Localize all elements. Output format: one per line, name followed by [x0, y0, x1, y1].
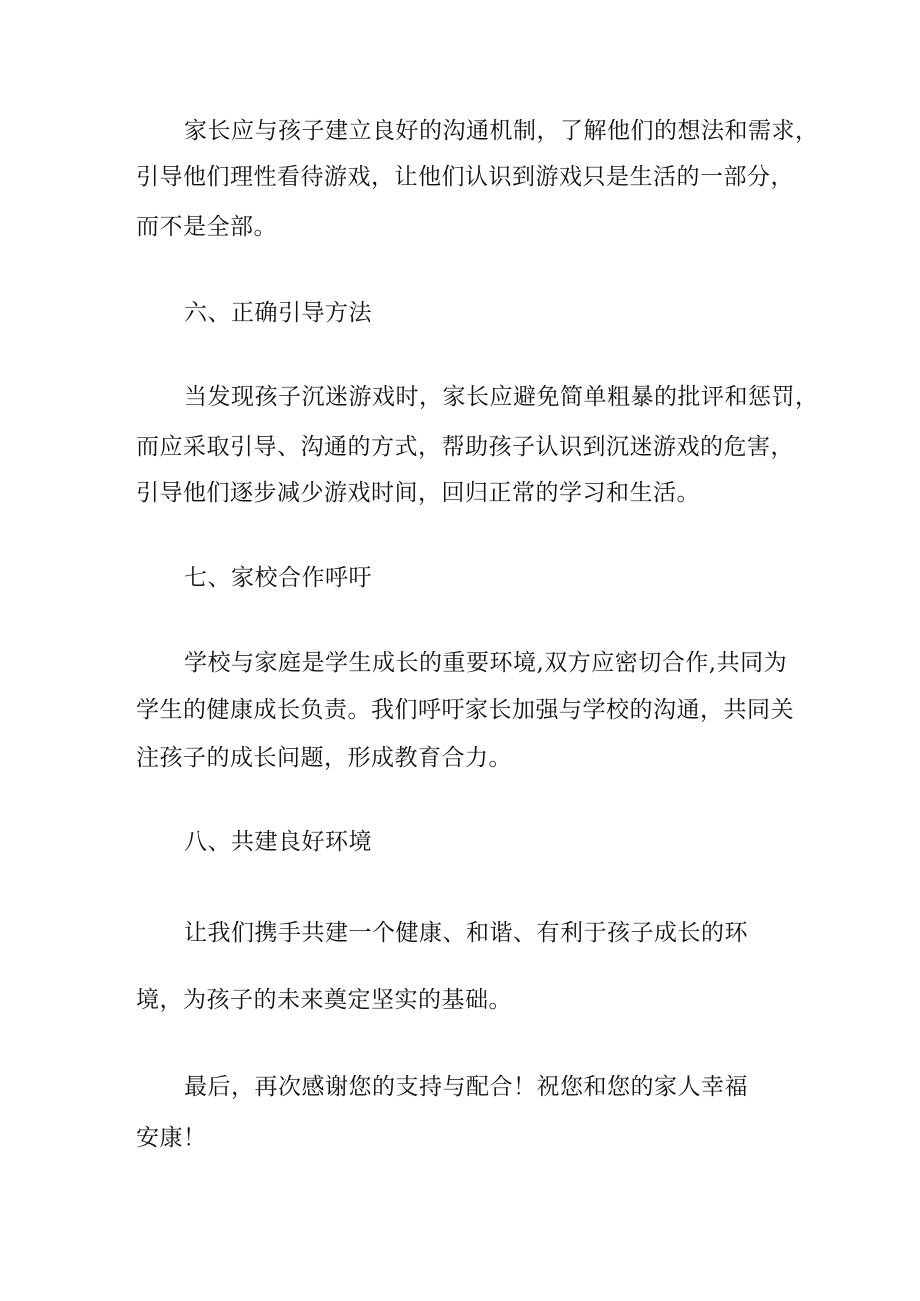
paragraph-2-line-2: 而应采取引导、沟通的方式，帮助孩子认识到沉迷游戏的危害，	[136, 434, 794, 460]
section-heading-7: 七、家校合作呼吁	[184, 565, 372, 591]
paragraph-1-line-3: 而不是全部。	[136, 214, 277, 240]
paragraph-3-line-2: 学生的健康成长负责。我们呼吁家长加强与学校的沟通，共同关	[136, 697, 794, 723]
paragraph-1-line-1: 家长应与孩子建立良好的沟通机制，了解他们的想法和需求，	[184, 118, 819, 144]
paragraph-3-line-3: 注孩子的成长问题，形成教育合力。	[136, 745, 512, 771]
section-heading-8: 八、共建良好环境	[184, 829, 372, 855]
paragraph-4-line-1: 让我们携手共建一个健康、和谐、有利于孩子成长的环	[184, 920, 748, 946]
paragraph-2-line-3: 引导他们逐步减少游戏时间，回归正常的学习和生活。	[136, 480, 700, 506]
paragraph-2-line-1: 当发现孩子沉迷游戏时，家长应避免简单粗暴的批评和惩罚，	[184, 384, 819, 410]
closing-line-1: 最后，再次感谢您的支持与配合！祝您和您的家人幸福	[184, 1074, 748, 1100]
section-heading-6: 六、正确引导方法	[184, 300, 372, 326]
closing-line-2: 安康！	[136, 1125, 207, 1151]
paragraph-4-line-2: 境，为孩子的未来奠定坚实的基础。	[136, 987, 512, 1013]
paragraph-3-line-1: 学校与家庭是学生成长的重要环境,双方应密切合作,共同为	[184, 650, 788, 676]
paragraph-1-line-2: 引导他们理性看待游戏，让他们认识到游戏只是生活的一部分，	[136, 164, 794, 190]
